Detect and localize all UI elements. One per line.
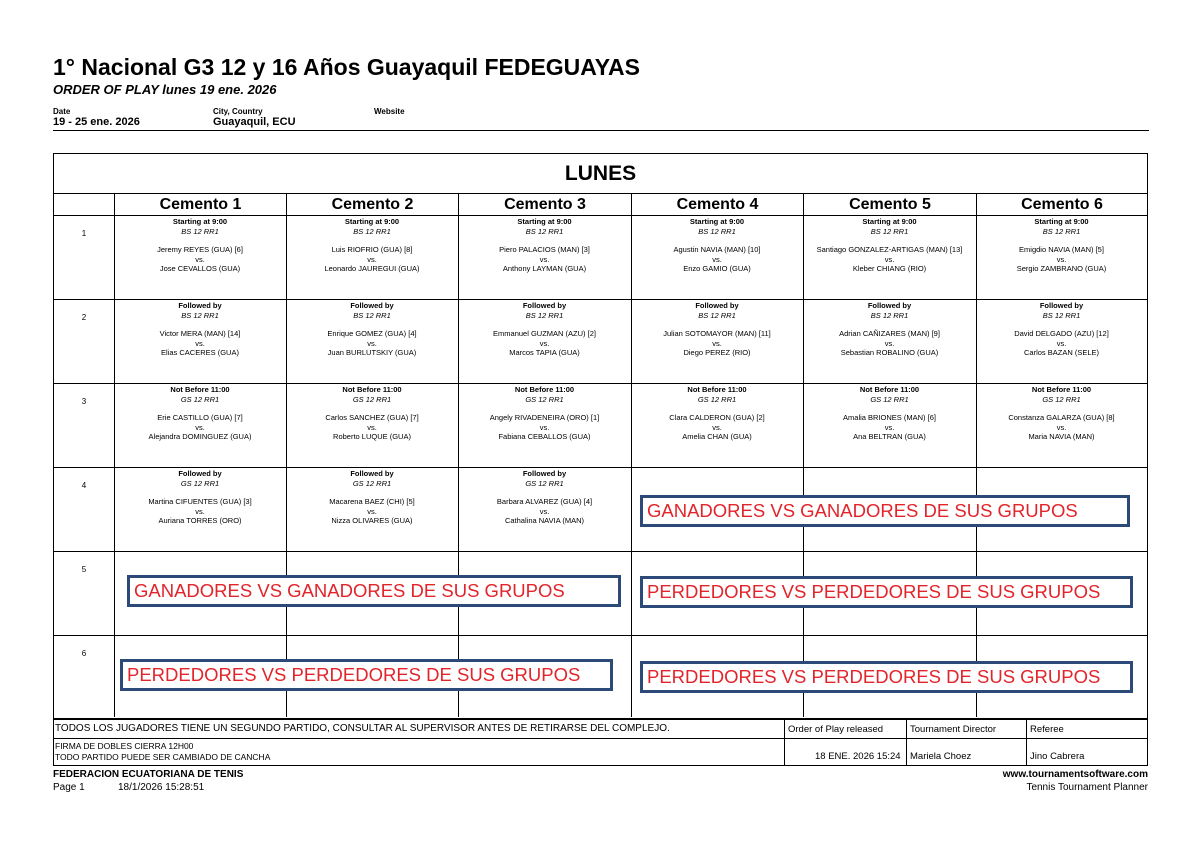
- player-two: Marcos TAPIA (GUA): [509, 348, 580, 357]
- match-cell[interactable]: [286, 469, 458, 526]
- row-divider: [54, 467, 1147, 468]
- player-one: Santiago GONZALEZ-ARTIGAS (MAN) [13]: [816, 245, 963, 254]
- match-start-time: Followed by: [522, 301, 567, 310]
- match-event: GS 12 RR1: [870, 394, 909, 404]
- player-two: Leonardo JAUREGUI (GUA): [324, 264, 420, 273]
- match-cell[interactable]: [286, 385, 458, 442]
- versus-label: vs.: [1056, 254, 1067, 264]
- versus-label: vs.: [539, 506, 550, 516]
- versus-label: vs.: [195, 338, 205, 348]
- released-label: Order of Play released: [788, 724, 884, 735]
- date-label: Date: [53, 107, 71, 116]
- versus-label: vs.: [195, 422, 205, 432]
- court-header-3: Cemento 3: [458, 193, 631, 215]
- director-value: Mariela Choez: [910, 751, 972, 762]
- court-header-4: Cemento 4: [631, 193, 803, 215]
- versus-label: vs.: [884, 422, 895, 432]
- row-number: 3: [81, 397, 87, 406]
- match-cell[interactable]: [458, 217, 631, 274]
- player-two: Elias CACERES (GUA): [161, 348, 239, 357]
- player-one: Victor MERA (MAN) [14]: [159, 329, 241, 338]
- footer-box: [53, 719, 1148, 766]
- footer-note-doubles: FIRMA DE DOBLES CIERRA 12H00: [55, 741, 194, 751]
- match-event: GS 12 RR1: [697, 394, 737, 404]
- match-event: GS 12 RR1: [525, 478, 564, 488]
- match-start-time: Followed by: [178, 469, 222, 478]
- banner-winners-r4: GANADORES VS GANADORES DE SUS GRUPOS: [640, 495, 1130, 527]
- match-cell[interactable]: [631, 217, 803, 274]
- versus-label: vs.: [367, 506, 377, 516]
- player-two: Jose CEVALLOS (GUA): [159, 264, 241, 273]
- page-title: 1° Nacional G3 12 y 16 Años Guayaquil FEDEGUAYAS: [53, 54, 640, 80]
- player-two: Nizza OLIVARES (GUA): [331, 516, 413, 525]
- player-two: Alejandra DOMINGUEZ (GUA): [148, 432, 252, 441]
- player-two: Juan BURLUTSKIY (GUA): [327, 348, 417, 357]
- print-timestamp: 18/1/2026 15:28:51: [118, 782, 205, 793]
- row-number: 4: [81, 481, 87, 490]
- player-one: Macarena BAEZ (CHI) [5]: [329, 497, 415, 506]
- versus-label: vs.: [195, 254, 205, 264]
- match-event: BS 12 RR1: [181, 226, 219, 236]
- city-value: Guayaquil, ECU: [213, 116, 296, 128]
- match-event: BS 12 RR1: [525, 310, 564, 320]
- match-start-time: Starting at 9:00: [172, 217, 228, 226]
- versus-label: vs.: [539, 338, 550, 348]
- versus-label: vs.: [884, 338, 895, 348]
- match-cell[interactable]: [803, 385, 976, 442]
- match-cell[interactable]: [803, 217, 976, 274]
- header-divider: [53, 130, 1149, 131]
- versus-label: vs.: [367, 254, 377, 264]
- court-divider: [286, 215, 287, 717]
- banner-losers-r6-right: PERDEDORES VS PERDEDORES DE SUS GRUPOS: [640, 661, 1133, 693]
- banner-losers-r6-left: PERDEDORES VS PERDEDORES DE SUS GRUPOS: [120, 659, 613, 691]
- footer-notice: TODOS LOS JUGADORES TIENE UN SEGUNDO PARTIDO, CONSULTAR AL SUPERVISOR ANTES DE RETIRARSE DEL COMPLEJO.: [55, 723, 670, 734]
- match-event: BS 12 RR1: [353, 310, 391, 320]
- player-two: Diego PEREZ (RIO): [683, 348, 751, 357]
- match-event: BS 12 RR1: [525, 226, 564, 236]
- player-one: Adrian CAÑIZARES (MAN) [9]: [839, 329, 940, 338]
- match-cell[interactable]: [976, 301, 1147, 358]
- row-number: 5: [81, 565, 87, 574]
- versus-label: vs.: [539, 254, 550, 264]
- match-event: BS 12 RR1: [870, 310, 909, 320]
- court-header-2: Cemento 2: [286, 193, 458, 215]
- row-divider: [54, 299, 1147, 300]
- player-one: Agustin NAVIA (MAN) [10]: [673, 245, 761, 254]
- player-one: Clara CALDERON (GUA) [2]: [669, 413, 765, 422]
- player-two: Carlos BAZAN (SELE): [1023, 348, 1100, 357]
- match-cell[interactable]: [631, 385, 803, 442]
- match-event: GS 12 RR1: [525, 394, 564, 404]
- match-start-time: Followed by: [1039, 301, 1084, 310]
- court-header-1: Cemento 1: [114, 193, 286, 215]
- versus-label: vs.: [1056, 338, 1067, 348]
- order-of-play-grid: [53, 153, 1148, 719]
- row-divider: [54, 551, 1147, 552]
- court-divider: [803, 215, 804, 717]
- player-two: Sergio ZAMBRANO (GUA): [1016, 264, 1107, 273]
- match-start-time: Followed by: [867, 301, 912, 310]
- director-label: Tournament Director: [910, 724, 997, 735]
- row-divider: [54, 635, 1147, 636]
- player-one: Emigdio NAVIA (MAN) [5]: [1019, 245, 1104, 254]
- player-one: Angely RIVADENEIRA (ORO) [1]: [489, 413, 600, 422]
- versus-label: vs.: [195, 506, 205, 516]
- match-event: BS 12 RR1: [870, 226, 909, 236]
- player-one: Enrique GOMEZ (GUA) [4]: [327, 329, 417, 338]
- player-one: Erie CASTILLO (GUA) [7]: [157, 413, 243, 422]
- website-label: Website: [374, 107, 405, 116]
- match-start-time: Not Before 11:00: [859, 385, 920, 394]
- match-start-time: Starting at 9:00: [689, 217, 745, 226]
- match-event: BS 12 RR1: [1042, 310, 1081, 320]
- player-two: Amelia CHAN (GUA): [682, 432, 752, 441]
- match-start-time: Not Before 11:00: [342, 385, 402, 394]
- player-two: Maria NAVIA (MAN): [1028, 432, 1095, 441]
- match-event: BS 12 RR1: [698, 226, 736, 236]
- match-event: GS 12 RR1: [180, 394, 220, 404]
- released-value: 18 ENE. 2026 15:24: [815, 751, 901, 762]
- match-event: BS 12 RR1: [1042, 226, 1081, 236]
- match-cell[interactable]: [976, 385, 1147, 442]
- player-two: Roberto LUQUE (GUA): [333, 432, 411, 441]
- player-one: Martina CIFUENTES (GUA) [3]: [148, 497, 252, 506]
- player-two: Kleber CHIANG (RIO): [852, 264, 927, 273]
- match-cell[interactable]: [803, 301, 976, 358]
- website-link[interactable]: www.tournamentsoftware.com: [1002, 769, 1148, 780]
- match-start-time: Followed by: [178, 301, 222, 310]
- player-one: Carlos SANCHEZ (GUA) [7]: [325, 413, 419, 422]
- player-two: Fabiana CEBALLOS (GUA): [498, 432, 591, 441]
- match-cell[interactable]: [286, 217, 458, 274]
- city-label: City, Country: [213, 107, 263, 116]
- match-event: BS 12 RR1: [181, 310, 219, 320]
- match-start-time: Followed by: [350, 469, 394, 478]
- match-cell[interactable]: [458, 469, 631, 526]
- player-two: Auriana TORRES (ORO): [158, 516, 242, 525]
- match-event: BS 12 RR1: [353, 226, 391, 236]
- footer-note-court: TODO PARTIDO PUEDE SER CAMBIADO DE CANCHA: [55, 752, 271, 762]
- player-two: Anthony LAYMAN (GUA): [502, 264, 587, 273]
- referee-value: Jino Cabrera: [1030, 751, 1085, 762]
- match-cell[interactable]: [976, 217, 1147, 274]
- match-event: BS 12 RR1: [698, 310, 736, 320]
- versus-label: vs.: [884, 254, 895, 264]
- match-start-time: Starting at 9:00: [517, 217, 572, 226]
- match-cell[interactable]: [458, 301, 631, 358]
- player-one: Julian SOTOMAYOR (MAN) [11]: [663, 329, 771, 338]
- match-start-time: Not Before 11:00: [1031, 385, 1092, 394]
- match-cell[interactable]: [114, 469, 286, 526]
- match-event: GS 12 RR1: [352, 478, 392, 488]
- player-two: Enzo GAMIO (GUA): [683, 264, 751, 273]
- match-start-time: Not Before 11:00: [514, 385, 575, 394]
- court-header-6: Cemento 6: [976, 193, 1147, 215]
- versus-label: vs.: [712, 254, 722, 264]
- player-one: Jeremy REYES (GUA) [6]: [157, 245, 243, 254]
- match-cell[interactable]: [114, 385, 286, 442]
- match-start-time: Followed by: [522, 469, 567, 478]
- player-one: Barbara ALVAREZ (GUA) [4]: [496, 497, 593, 506]
- banner-winners-r5: GANADORES VS GANADORES DE SUS GRUPOS: [127, 575, 621, 607]
- match-start-time: Not Before 11:00: [687, 385, 747, 394]
- player-one: Piero PALACIOS (MAN) [3]: [499, 245, 590, 254]
- match-cell[interactable]: [631, 301, 803, 358]
- player-one: Luis RIOFRIO (GUA) [8]: [331, 245, 413, 254]
- page-number: Page 1: [53, 782, 85, 793]
- court-divider: [976, 215, 977, 717]
- row-number: 6: [81, 649, 87, 658]
- match-start-time: Starting at 9:00: [1034, 217, 1089, 226]
- match-start-time: Not Before 11:00: [170, 385, 230, 394]
- player-two: Sebastian ROBALINO (GUA): [840, 348, 939, 357]
- row-divider: [54, 383, 1147, 384]
- row-number: 1: [81, 229, 87, 238]
- versus-label: vs.: [367, 338, 377, 348]
- player-one: Emmanuel GUZMAN (AZU) [2]: [493, 329, 596, 338]
- planner-credit: Tennis Tournament Planner: [1026, 782, 1148, 793]
- player-one: David DELGADO (AZU) [12]: [1014, 329, 1109, 338]
- player-two: Cathalina NAVIA (MAN): [504, 516, 585, 525]
- versus-label: vs.: [539, 422, 550, 432]
- match-cell[interactable]: [114, 217, 286, 274]
- versus-label: vs.: [367, 422, 377, 432]
- court-header-5: Cemento 5: [803, 193, 976, 215]
- match-start-time: Starting at 9:00: [862, 217, 917, 226]
- versus-label: vs.: [1056, 422, 1067, 432]
- page-subtitle: ORDER OF PLAY lunes 19 ene. 2026: [53, 82, 277, 97]
- player-one: Amalia BRIONES (MAN) [6]: [843, 413, 936, 422]
- date-value: 19 - 25 ene. 2026: [53, 116, 140, 128]
- court-header-divider: [54, 215, 1147, 216]
- court-divider: [631, 215, 632, 717]
- referee-label: Referee: [1030, 724, 1064, 735]
- court-divider: [458, 215, 459, 717]
- day-header: LUNES: [54, 154, 1147, 194]
- match-event: GS 12 RR1: [180, 478, 220, 488]
- player-one: Constanza GALARZA (GUA) [8]: [1008, 413, 1115, 422]
- banner-losers-r5: PERDEDORES VS PERDEDORES DE SUS GRUPOS: [640, 576, 1133, 608]
- match-event: GS 12 RR1: [352, 394, 392, 404]
- match-event: GS 12 RR1: [1042, 394, 1081, 404]
- match-start-time: Followed by: [695, 301, 739, 310]
- match-cell[interactable]: [458, 385, 631, 442]
- match-cell[interactable]: [286, 301, 458, 358]
- match-cell[interactable]: [114, 301, 286, 358]
- match-start-time: Starting at 9:00: [344, 217, 400, 226]
- match-start-time: Followed by: [350, 301, 394, 310]
- federation-name: FEDERACION ECUATORIANA DE TENIS: [53, 769, 244, 780]
- row-number: 2: [81, 313, 87, 322]
- versus-label: vs.: [712, 338, 722, 348]
- player-two: Ana BELTRAN (GUA): [853, 432, 926, 441]
- versus-label: vs.: [712, 422, 722, 432]
